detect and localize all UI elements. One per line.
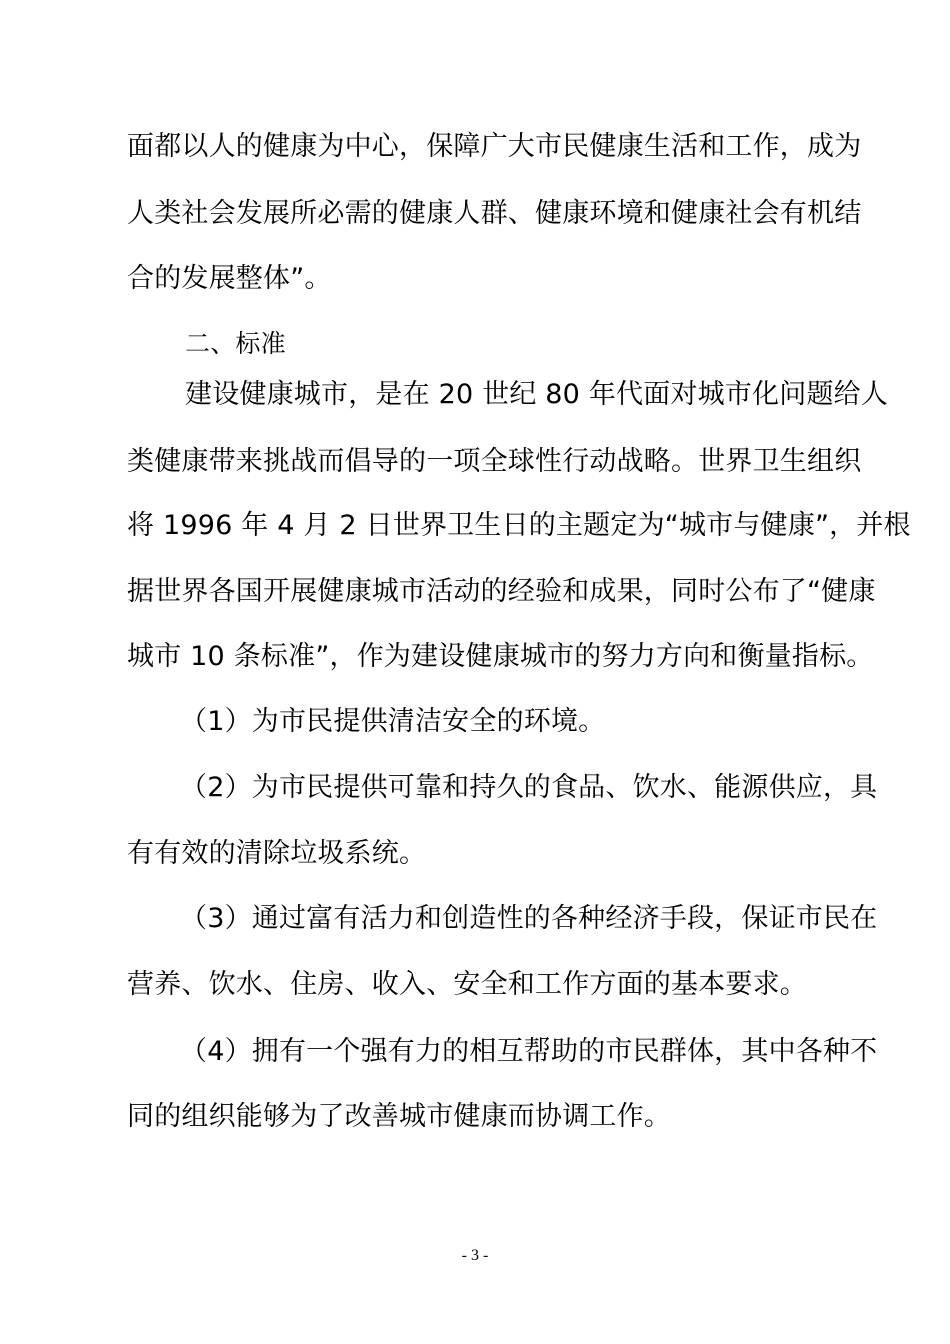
list-item-continuation: 营养、饮水、住房、收入、安全和工作方面的基本要求。 (127, 969, 807, 1000)
paragraph-line: 建设健康城市，是在 20 世纪 80 年代面对城市化问题给人 (185, 379, 889, 410)
paragraph-line: 将 1996 年 4 月 2 日世界卫生日的主题定为“城市与健康”，并根 (127, 510, 911, 541)
list-item: （1）为市民提供清洁安全的环境。 (180, 706, 606, 737)
paragraph-line: 类健康带来挑战而倡导的一项全球性行动战略。世界卫生组织 (127, 446, 862, 477)
list-item-continuation: 同的组织能够为了改善城市健康而协调工作。 (127, 1101, 671, 1132)
paragraph-line: 据世界各国开展健康城市活动的经验和成果，同时公布了“健康 (127, 576, 876, 607)
list-item-continuation: 有有效的清除垃圾系统。 (127, 838, 427, 869)
paragraph-line: 人类社会发展所必需的健康人群、健康环境和健康社会有机结 (127, 198, 862, 229)
section-heading: 二、标准 (185, 329, 286, 358)
list-item: （3）通过富有活力和创造性的各种经济手段，保证市民在 (180, 903, 878, 934)
list-item: （2）为市民提供可靠和持久的食品、饮水、能源供应，具 (180, 772, 878, 803)
paragraph-line: 面都以人的健康为中心，保障广大市民健康生活和工作，成为 (127, 131, 862, 162)
paragraph-line: 合的发展整体”。 (127, 263, 332, 294)
paragraph-line: 城市 10 条标准”，作为建设健康城市的努力方向和衡量指标。 (127, 641, 874, 672)
list-item: （4）拥有一个强有力的相互帮助的市民群体，其中各种不 (180, 1036, 878, 1067)
page-number: - 3 - (461, 1247, 489, 1264)
